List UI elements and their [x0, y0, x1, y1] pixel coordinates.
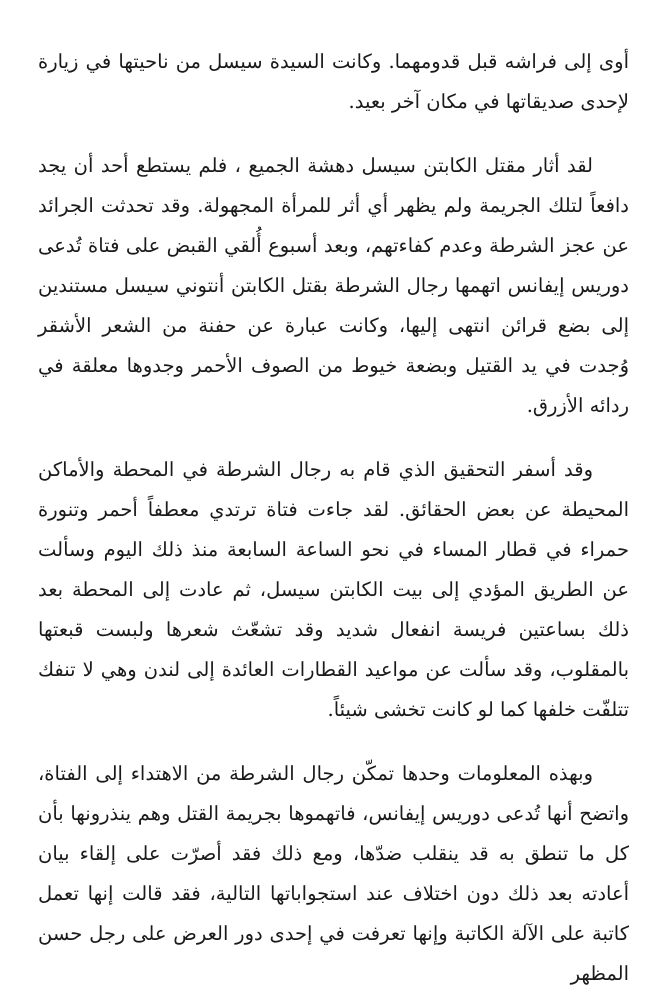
paragraph-1: أوى إلى فراشه قبل قدومهما. وكانت السيدة سيسل من ناحيتها في زيارة لإحدى صديقاتها في مكان آخر بعيد. [38, 50, 629, 113]
paragraph-3: وقد أسفر التحقيق الذي قام به رجال الشرطة في المحطة والأماكن المحيطة عن بعض الحقائق. لقد جاءت فتاة ترتدي معطفاً أحمر وتنورة حمراء في قطار المساء في نحو الساعة السابعة منذ ذلك اليوم وسألت عن الطريق المؤدي إلى بيت الكابتن سيسل، ثم عادت إلى المحطة بعد ذلك بساعتين فريسة انفعال شديد وقد تشعّث شعرها ولبست قبعتها بالمقلوب، وقد سألت عن مواعيد القطارات العائدة إلى لندن وهي لا تنفك تتلفّت خلفها كما لو كانت تخشى شيئاً. [38, 458, 629, 721]
book-page [38, 42, 629, 1000]
paragraph-4: وبهذه المعلومات وحدها تمكّن رجال الشرطة من الاهتداء إلى الفتاة، واتضح أنها تُدعى دوريس إيفانس، فاتهموها بجريمة القتل وهم ينذرونها بأن كل ما تنطق به قد ينقلب ضدّها، ومع ذلك فقد أصرّت على إلقاء بيان أعادته بعد ذلك دون اختلاف عند استجواباتها التالية، فقد قالت إنها تعمل كاتبة على الآلة الكاتبة وإنها تعرفت في إحدى دور العرض على رجل حسن المظهر [38, 762, 629, 985]
paragraph-2: لقد أثار مقتل الكابتن سيسل دهشة الجميع ، فلم يستطع أحد أن يجد دافعاً لتلك الجريمة ولم يظهر أي أثر للمرأة المجهولة. وقد تحدثت الجرائد عن عجز الشرطة وعدم كفاءتهم، وبعد أسبوع أُلقي القبض على فتاة تُدعى دوريس إيفانس اتهمها رجال الشرطة بقتل الكابتن أنتوني سيسل مستندين إلى بضع قرائن انتهى إليها، وكانت عبارة عن حفنة من الشعر الأشقر وُجدت في يد القتيل وبضعة خيوط من الصوف الأحمر وجدوها معلقة في ردائه الأزرق. [38, 154, 629, 417]
